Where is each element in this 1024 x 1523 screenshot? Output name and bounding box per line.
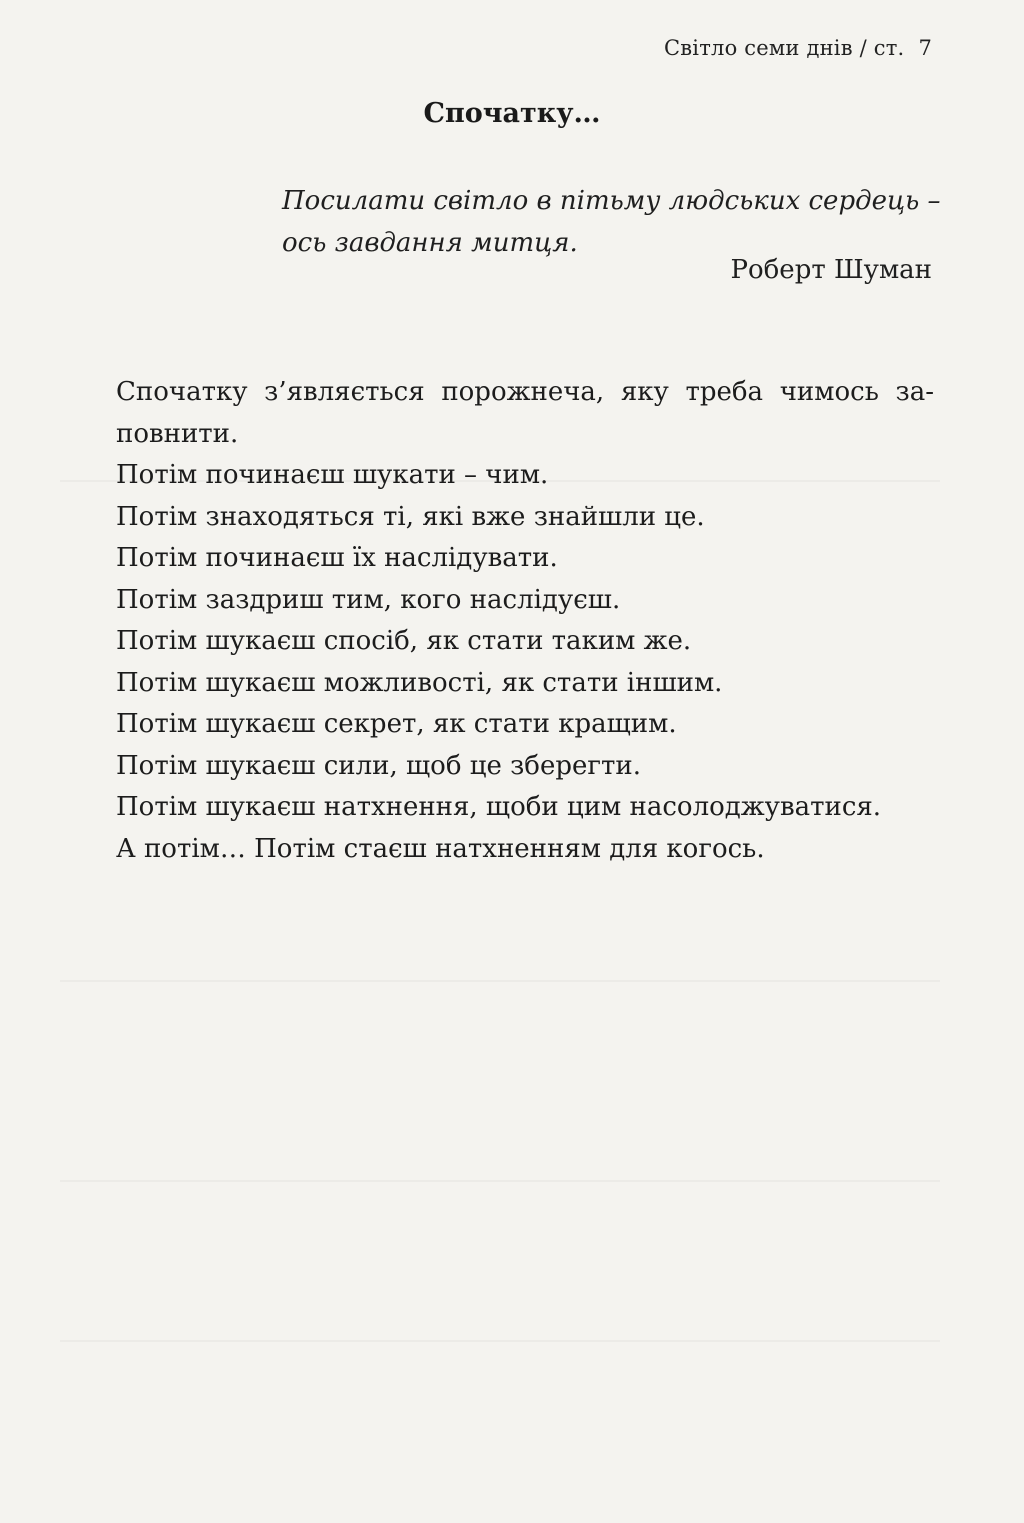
body-word: яку — [620, 377, 669, 407]
running-header — [664, 36, 932, 60]
epigraph-line-2: ось завдання митця. — [282, 228, 578, 258]
show-through-texture — [60, 480, 940, 482]
epigraph-line-1: Посилати світло в пітьму людських сердець – — [282, 186, 941, 216]
body-line-11: Потім шукаєш натхнення, щоби цим насолоджуватися. — [116, 792, 882, 822]
body-line-8: Потім шукаєш можливості, як стати іншим. — [116, 667, 723, 698]
body-line-4: Потім знаходяться ті, які вже знайшли це. — [116, 501, 705, 532]
body-line-12: А потім… Потім стаєш натхненням для когось. — [116, 833, 765, 864]
body-word: порожнеча, — [441, 377, 605, 407]
body-line-3: Потім починаєш шукати – чим. — [116, 460, 549, 490]
body-line-7: Потім шукаєш спосіб, як стати таким же. — [116, 626, 692, 656]
body-word: чимось — [779, 377, 879, 407]
epigraph — [282, 180, 941, 264]
body-line-1 — [116, 372, 934, 414]
epigraph-author: Роберт Шуман — [730, 255, 932, 285]
show-through-texture — [60, 1180, 940, 1182]
body-word: Спочатку — [116, 377, 248, 407]
body-word: треба — [685, 377, 764, 407]
running-title: Світло семи днів / ст. — [664, 36, 905, 60]
body-word: з’являється — [264, 377, 425, 407]
body-text — [116, 372, 934, 870]
body-word: за- — [895, 377, 934, 407]
body-line-5: Потім починаєш їх наслідувати. — [116, 543, 558, 573]
body-line-2: повнити. — [116, 418, 239, 449]
body-line-10: Потім шукаєш сили, щоб це зберегти. — [116, 750, 641, 781]
show-through-texture — [60, 1340, 940, 1342]
chapter-title: Спочатку… — [423, 98, 601, 129]
page-number: 7 — [918, 36, 932, 60]
body-line-6: Потім заздриш тим, кого наслідуєш. — [116, 584, 621, 615]
show-through-texture — [60, 980, 940, 982]
body-line-9: Потім шукаєш секрет, як стати кращим. — [116, 709, 677, 739]
